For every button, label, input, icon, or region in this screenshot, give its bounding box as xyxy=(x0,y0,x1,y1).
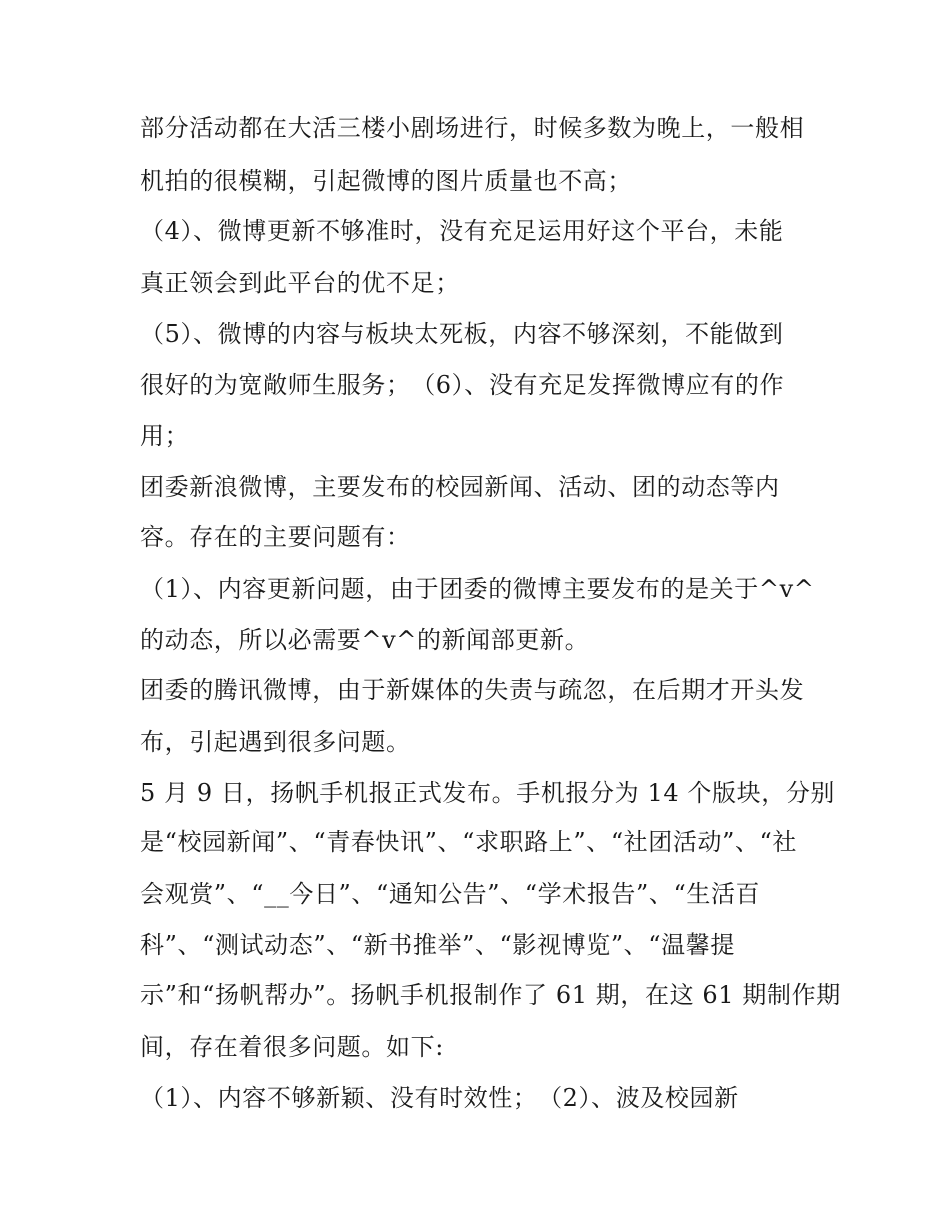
text-line: 用； xyxy=(140,422,190,450)
text-line: 部分活动都在大活三楼小剧场进行，时候多数为晚上，一般相 xyxy=(140,114,805,142)
text-line: 团委新浪微博，主要发布的校园新闻、活动、团的动态等内 xyxy=(140,473,780,501)
text-line: 间，存在着很多问题。如下: xyxy=(140,1033,444,1061)
text-line: 会观赏”、“__今日”、“通知公告”、“学术报告”、“生活百 xyxy=(140,880,761,908)
text-line: 容。存在的主要问题有： xyxy=(140,523,411,551)
text-line: 团委的腾讯微博，由于新媒体的失责与疏忽，在后期才开头发 xyxy=(140,676,805,704)
text-line: 很好的为宽敞师生服务； （6）、没有充足发挥微博应有的作 xyxy=(140,371,785,399)
text-line: 示”和“扬帆帮办”。扬帆手机报制作了 61 期，在这 61 期制作期 xyxy=(140,981,841,1009)
text-line: （4）、微博更新不够准时，没有充足运用好这个平台，未能 xyxy=(140,217,784,245)
text-line: 真正领会到此平台的优不足； xyxy=(140,269,460,297)
text-line: 布，引起遇到很多问题。 xyxy=(140,728,411,756)
text-line: 科”、“测试动态”、“新书推举”、“影视博览”、“温馨提 xyxy=(140,931,735,959)
text-line: 机拍的很模糊，引起微博的图片质量也不高； xyxy=(140,167,632,195)
text-line: （1）、内容不够新颖、没有时效性； （2）、波及校园新 xyxy=(140,1084,739,1112)
text-line: （1）、内容更新问题，由于团委的微博主要发布的是关于^v^ xyxy=(140,575,815,603)
text-line: 5 月 9 日，扬帆手机报正式发布。手机报分为 14 个版块，分别 xyxy=(140,779,836,807)
text-line: 是“校园新闻”、“青春快讯”、“求职路上”、“社团活动”、“社 xyxy=(140,828,798,856)
text-line: 的动态，所以必需要^v^的新闻部更新。 xyxy=(140,626,590,654)
text-line: （5）、微博的内容与板块太死板，内容不够深刻，不能做到 xyxy=(140,320,784,348)
